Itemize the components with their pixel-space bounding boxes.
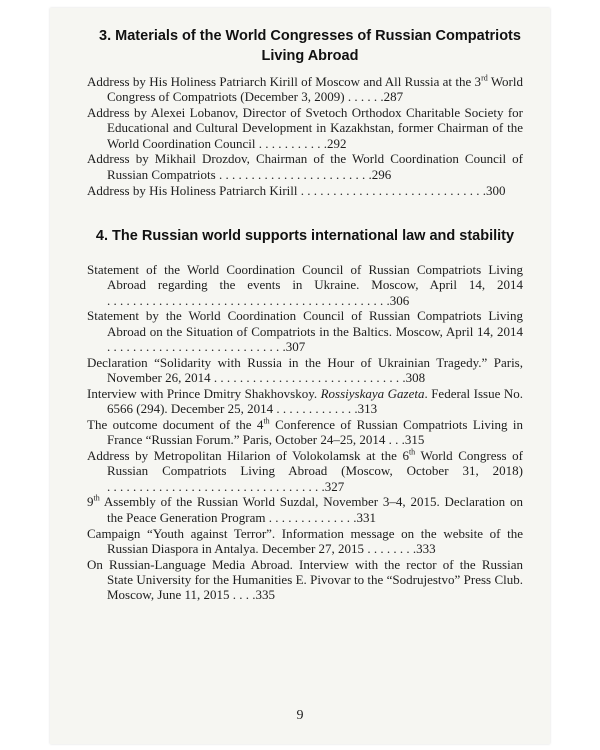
toc-entry-leader-dots: . . . . . . . . . . . . . . . . . . . . . . . . . . . . — [107, 338, 286, 354]
toc-entry-title: Statement by the World Coordination Council of Russian Compatriots Living Abroad on the Situation of Compatriots in the Baltics. Moscow, April 14, 2014 — [87, 308, 523, 339]
toc-entry — [87, 105, 523, 151]
toc-entry-title: Statement of the World Coordination Council of Russian Compatriots Living Abroad regarding the events in Ukraine. Moscow, April 14, 2014 — [87, 262, 523, 293]
toc-entry-page-number: 308 — [405, 370, 426, 386]
section-4-entries — [87, 262, 523, 603]
toc-entry-page-number: 287 — [383, 89, 404, 105]
section-4-heading-line1: 4. The Russian world supports international law and stability — [95, 228, 515, 244]
toc-entry-leader-dots: . . . . — [229, 587, 256, 603]
toc-entry-ordinal-suffix: th — [93, 494, 100, 504]
page-number: 9 — [296, 708, 304, 723]
toc-entry-title-rest: Conference of Russian Compatriots Living in France “Russian Forum.” Paris, October 24–25, 2014 — [107, 416, 524, 448]
section-3-heading-line1: 3. Materials of the World Congresses of Russian Compatriots — [99, 28, 521, 44]
toc-entry — [87, 386, 523, 417]
section-3-entries — [87, 74, 523, 198]
toc-entry-leader-dots: . . . — [385, 432, 405, 448]
toc-entry-leader-dots: . . . . . . . . . . . — [255, 135, 327, 151]
toc-entry-title: 9 — [87, 494, 94, 510]
toc-entry — [87, 183, 523, 198]
toc-entry — [87, 557, 523, 603]
toc-entry — [87, 74, 523, 105]
toc-entry-title: Address by His Holiness Patriarch Kirill — [87, 182, 298, 198]
toc-entry — [87, 355, 523, 386]
toc-entry-page-number: 333 — [416, 540, 436, 556]
toc-entry — [87, 417, 523, 448]
toc-entry-title: On Russian-Language Media Abroad. Interview with the rector of the Russian State University for the Humanities E. Pivovar to the “Sodrujestvo” Press Club. Moscow, June 11, 2015 — [87, 556, 523, 603]
toc-entry-title-rest: Assembly of the Russian World Suzdal, November 3–4, 2015. Declaration on the Peace Generation Program — [99, 494, 523, 525]
toc-entry-title: Declaration “Solidarity with Russia in the Hour of Ukrainian Tragedy.” Paris, November 26, 2014 — [87, 354, 523, 386]
toc-entry-title: The outcome document of the 4 — [87, 416, 264, 432]
toc-entry — [87, 308, 523, 354]
section-3-heading-line2: Living Abroad — [261, 48, 359, 64]
toc-entry-page-number: 307 — [285, 338, 306, 354]
toc-entry — [87, 262, 523, 308]
toc-entry-leader-dots: . . . . . . . . . . . . . . . . . . . . . . . . . . . . . . — [210, 370, 406, 386]
toc-entry-title: Campaign “Youth against Terror”. Information message on the website of the Russian Diaspora in Antalya. December 27, 2015 — [87, 525, 523, 556]
toc-entry-title-rest: World Congress of Russian Compatriots Living Abroad (Moscow, October 31, 2018) — [107, 448, 523, 479]
toc-entry-page-number: 292 — [326, 135, 347, 151]
toc-entry-title: Address by Mikhail Drozdov, Chairman of the World Coordination Council of Russian Compatriots — [87, 151, 523, 182]
toc-entry-page-number: 331 — [356, 509, 376, 525]
toc-entry-title-rest: World Congress of Compatriots (December 3, 2009) — [107, 74, 523, 105]
book-page — [50, 8, 550, 744]
toc-entry-leader-dots: . . . . . . . . . . . . . . . . . . . . . . . . . . . . . . . . . . . . . . . . . . . . — [107, 292, 390, 308]
toc-entry-leader-dots: . . . . . . . . . . . . . . — [265, 509, 357, 525]
toc-entry-leader-dots: . . . . . . . . . . . . . . . . . . . . . . . . . . . . . . . . . . — [107, 478, 325, 494]
toc-entry — [87, 526, 523, 557]
toc-entry-leader-dots: . . . . . . . . . . . . . — [273, 401, 358, 417]
toc-entry-title: Address by Metropolitan Hilarion of Volokolamsk at the 6 — [87, 448, 409, 464]
toc-entry-title: Address by His Holiness Patriarch Kirill of Moscow and All Russia at the 3 — [87, 74, 482, 89]
toc-entry — [87, 448, 523, 494]
section-4-heading — [70, 226, 540, 246]
toc-entry-page-number: 300 — [486, 182, 506, 198]
toc-entry-leader-dots: . . . . . . . . . . . . . . . . . . . . . . . . — [215, 166, 372, 182]
section-3-heading — [90, 26, 530, 66]
toc-entry-title: Interview with Prince Dmitry Shakhovskoy. — [87, 385, 321, 401]
toc-entry-ordinal-suffix: th — [408, 447, 416, 457]
toc-entry-page-number: 315 — [404, 432, 425, 448]
toc-entry-page-number: 327 — [324, 478, 345, 494]
toc-entry-leader-dots: . . . . . . . . . . . . . . . . . . . . . . . . . . . . . — [297, 182, 487, 198]
toc-entry-page-number: 313 — [357, 401, 378, 417]
toc-entry-page-number: 335 — [255, 587, 276, 603]
toc-entry — [87, 494, 523, 525]
toc-entry-title: Address by Alexei Lobanov, Director of Svetoch Orthodox Charitable Society for Educational and Cultural Development in Kazakhstan, former Chairman of the World Coordination Council — [87, 105, 523, 151]
toc-entry-title-italic: Rossiyskaya Gazeta — [320, 385, 425, 401]
toc-entry-page-number: 306 — [389, 292, 410, 308]
toc-entry-leader-dots: . . . . . . — [344, 89, 384, 105]
toc-entry-ordinal-suffix: rd — [481, 73, 488, 83]
toc-entry-ordinal-suffix: th — [263, 416, 270, 426]
toc-entry — [87, 151, 523, 182]
toc-entry-leader-dots: . . . . . . . . — [364, 540, 417, 556]
toc-entry-title-rest: . Federal Issue No. 6566 (294). December 25, 2014 — [107, 385, 523, 417]
toc-entry-page-number: 296 — [371, 166, 392, 182]
